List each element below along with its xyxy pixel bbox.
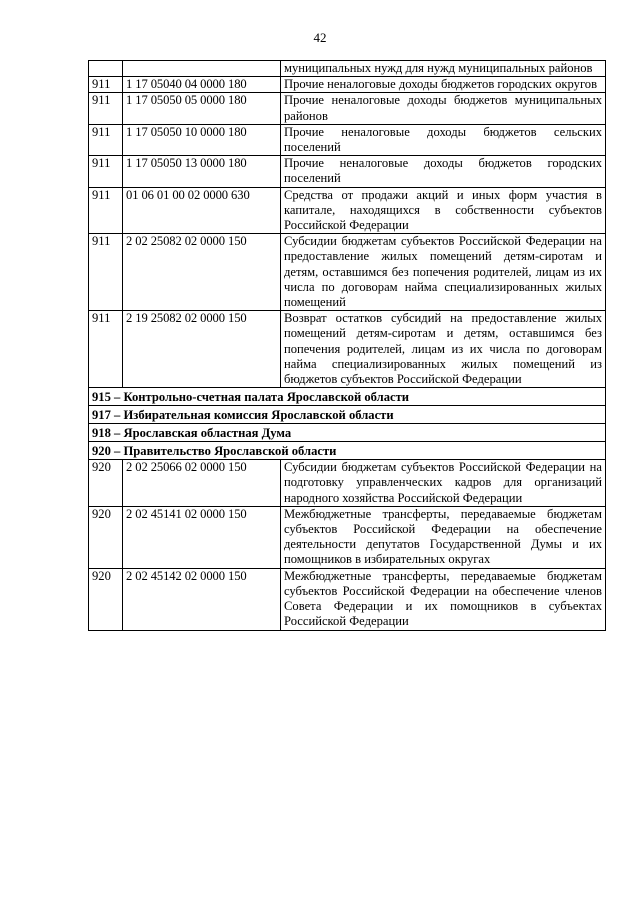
revenue-name: Прочие неналоговые доходы бюджетов муниципальных районов (281, 93, 606, 124)
table-row (89, 93, 606, 124)
budget-classification-code: 2 02 45142 02 0000 150 (123, 568, 281, 630)
revenue-name: Субсидии бюджетам субъектов Российской Федерации на предоставление жилых помещений детям-сиротам и детям, оставшимся без попечения родителей, лицам из их числа по договорам найма специализированных жилых помещений (281, 234, 606, 311)
revenue-name: Прочие неналоговые доходы бюджетов городских поселений (281, 156, 606, 187)
budget-classification-code: 2 02 25066 02 0000 150 (123, 460, 281, 507)
administrator-code: 920 (89, 460, 123, 507)
table-row (89, 187, 606, 234)
budget-classification-code: 1 17 05050 13 0000 180 (123, 156, 281, 187)
administrator-code: 911 (89, 311, 123, 388)
revenue-name: Прочие неналоговые доходы бюджетов сельских поселений (281, 124, 606, 155)
section-title: 920 – Правительство Ярославской области (89, 442, 606, 460)
revenue-name: Субсидии бюджетам субъектов Российской Федерации на подготовку управленческих кадров для организаций народного хозяйства Российской Федерации (281, 460, 606, 507)
revenue-name: Межбюджетные трансферты, передаваемые бюджетам субъектов Российской Федерации на обеспечение деятельности депутатов Государственной Думы и их помощников в избирательных округах (281, 506, 606, 568)
section-header-row (89, 442, 606, 460)
budget-classification-code: 2 02 25082 02 0000 150 (123, 234, 281, 311)
budget-classification-code (123, 61, 281, 77)
revenue-name: Возврат остатков субсидий на предоставление жилых помещений детям-сиротам и детям, оставшимся без попечения родителей, лицам из их числа по договорам найма специализированных жилых помещений из бюджетов субъектов Российской Федерации (281, 311, 606, 388)
section-title: 915 – Контрольно-счетная палата Ярославской области (89, 388, 606, 406)
table-row (89, 124, 606, 155)
revenue-name: Межбюджетные трансферты, передаваемые бюджетам субъектов Российской Федерации на обеспечение членов Совета Федерации и их помощников в субъектах Российской Федерации (281, 568, 606, 630)
table-row (89, 311, 606, 388)
administrator-code: 920 (89, 568, 123, 630)
section-title: 917 – Избирательная комиссия Ярославской области (89, 406, 606, 424)
table-row (89, 77, 606, 93)
table-row (89, 568, 606, 630)
section-title: 918 – Ярославская областная Дума (89, 424, 606, 442)
section-header-row (89, 424, 606, 442)
table-row (89, 234, 606, 311)
table-row (89, 61, 606, 77)
revenue-name: муниципальных нужд для нужд муниципальных районов (281, 61, 606, 77)
budget-classification-code: 2 02 45141 02 0000 150 (123, 506, 281, 568)
budget-classification-code: 1 17 05050 10 0000 180 (123, 124, 281, 155)
administrator-code: 911 (89, 77, 123, 93)
section-header-row (89, 388, 606, 406)
revenue-codes-table (88, 60, 606, 631)
budget-classification-code: 01 06 01 00 02 0000 630 (123, 187, 281, 234)
administrator-code: 911 (89, 93, 123, 124)
administrator-code: 911 (89, 187, 123, 234)
administrator-code: 911 (89, 156, 123, 187)
table-row (89, 156, 606, 187)
table-body (89, 61, 606, 631)
administrator-code: 920 (89, 506, 123, 568)
revenue-name: Средства от продажи акций и иных форм участия в капитале, находящихся в собственности субъектов Российской Федерации (281, 187, 606, 234)
budget-classification-code: 1 17 05040 04 0000 180 (123, 77, 281, 93)
revenue-name: Прочие неналоговые доходы бюджетов городских округов (281, 77, 606, 93)
page-number: 42 (313, 30, 327, 45)
administrator-code: 911 (89, 234, 123, 311)
table-row (89, 460, 606, 507)
administrator-code: 911 (89, 124, 123, 155)
table-row (89, 506, 606, 568)
administrator-code (89, 61, 123, 77)
section-header-row (89, 406, 606, 424)
budget-classification-code: 2 19 25082 02 0000 150 (123, 311, 281, 388)
budget-classification-code: 1 17 05050 05 0000 180 (123, 93, 281, 124)
